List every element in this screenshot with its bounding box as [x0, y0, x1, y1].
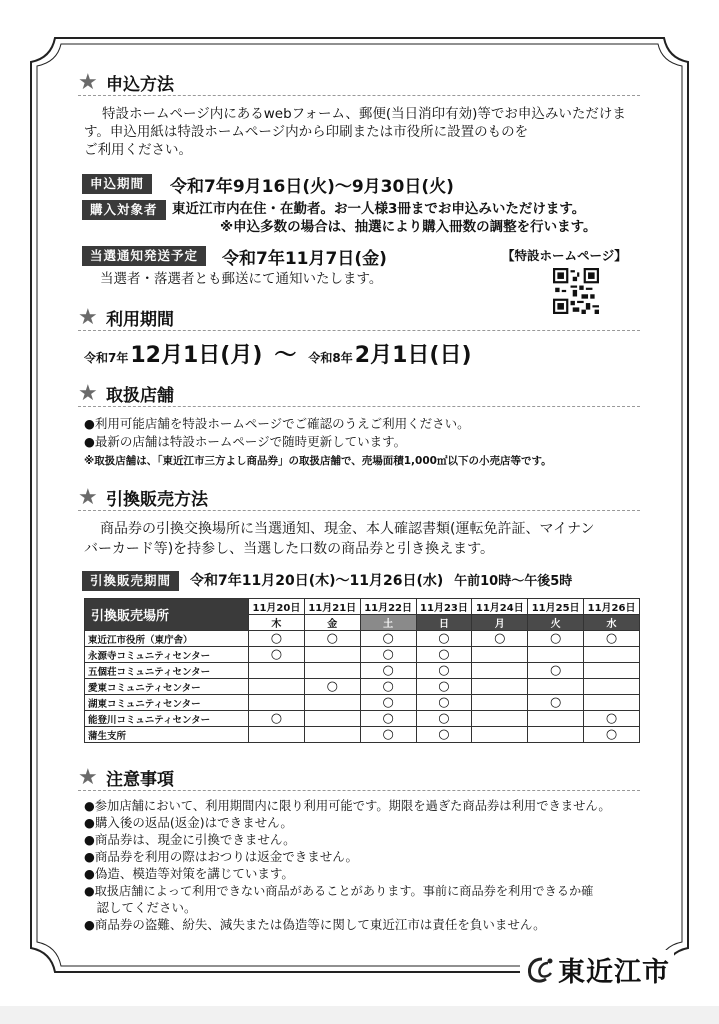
exchange-period: 令和7年11月20日(木)～11月26日(水) 午前10時～午後5時 [190, 573, 573, 589]
table-availability-mark [304, 711, 360, 727]
table-availability-mark [528, 679, 584, 695]
table-weekday: 水 [584, 615, 640, 631]
table-availability-mark: ○ [584, 711, 640, 727]
table-place-name: 東近江市役所（東庁舎） [85, 631, 249, 647]
notify-note: 当選者・落選者とも郵送にて通知いたします。 [100, 271, 383, 287]
table-availability-mark: ○ [584, 631, 640, 647]
table-row [85, 647, 640, 663]
exchange-schedule-table [84, 598, 640, 743]
table-availability-mark: ○ [584, 727, 640, 743]
stores-bullet: ●最新の店舗は特設ホームページで随時更新しています。 [84, 434, 407, 449]
table-row [85, 631, 640, 647]
table-date: 11月25日 [528, 599, 584, 615]
table-weekday: 月 [472, 615, 528, 631]
table-date: 11月23日 [416, 599, 472, 615]
table-availability-mark: ○ [360, 647, 416, 663]
table-weekday: 金 [304, 615, 360, 631]
table-availability-mark [249, 679, 305, 695]
table-availability-mark: ○ [416, 679, 472, 695]
section-heading-application: ★ 申込方法 [78, 69, 174, 95]
table-row [85, 711, 640, 727]
star-icon: ★ [78, 764, 98, 790]
table-availability-mark [584, 647, 640, 663]
table-availability-mark [584, 695, 640, 711]
exchange-period-label: 引換販売期間 [82, 571, 179, 591]
table-row [85, 679, 640, 695]
table-availability-mark [528, 647, 584, 663]
section-heading-notes: ★ 注意事項 [78, 764, 174, 790]
table-availability-mark: ○ [416, 711, 472, 727]
table-availability-mark: ○ [249, 631, 305, 647]
notify-label: 当選通知発送予定 [82, 246, 206, 266]
table-availability-mark: ○ [360, 727, 416, 743]
table-row [85, 663, 640, 679]
table-availability-mark [249, 695, 305, 711]
section-heading-stores: ★ 取扱店舗 [78, 380, 174, 406]
stores-note: ※取扱店舗は、「東近江市三方よし商品券」の取扱店舗で、売場面積1,000㎡以下の小売店等です。 [84, 455, 552, 467]
notes-item: 認してください。 [84, 900, 197, 915]
table-row [85, 695, 640, 711]
eligible-value: 東近江市内在住・在勤者。お一人様3冊までお申込みいただけます。 [172, 201, 586, 217]
table-date: 11月26日 [584, 599, 640, 615]
homepage-qr-code[interactable] [553, 268, 599, 314]
usage-period: 令和7年 12月1日(月) ～ 令和8年 2月1日(日) [84, 343, 472, 368]
city-logo [520, 950, 674, 989]
exchange-body: 商品券の引換交換場所に当選通知、現金、本人確認書類(運転免許証、マイナン [100, 521, 595, 537]
section-heading-usage: ★ 利用期間 [78, 304, 174, 330]
table-place-name: 五個荘コミュニティセンター [85, 663, 249, 679]
star-icon: ★ [78, 380, 98, 406]
notes-item: ●商品券を利用の際はおつりは返金できません。 [84, 849, 359, 864]
notes-item: ●商品券は、現金に引換できません。 [84, 832, 296, 847]
table-availability-mark [249, 727, 305, 743]
table-place-name: 愛東コミュニティセンター [85, 679, 249, 695]
table-availability-mark: ○ [416, 647, 472, 663]
star-icon: ★ [78, 484, 98, 510]
table-availability-mark: ○ [249, 711, 305, 727]
section-divider [78, 330, 640, 331]
table-availability-mark: ○ [304, 679, 360, 695]
table-availability-mark: ○ [360, 679, 416, 695]
star-icon: ★ [78, 304, 98, 330]
table-availability-mark: ○ [528, 695, 584, 711]
table-availability-mark: ○ [416, 695, 472, 711]
table-availability-mark [304, 695, 360, 711]
table-availability-mark [304, 727, 360, 743]
exchange-body: バーカード等)を持参し、当選した口数の商品券と引き換えます。 [84, 541, 495, 557]
section-heading-exchange: ★ 引換販売方法 [78, 484, 208, 510]
star-icon: ★ [78, 69, 98, 95]
homepage-label: 【特設ホームページ】 [502, 248, 627, 263]
application-body-end: ご利用ください。 [84, 142, 192, 158]
table-availability-mark: ○ [416, 663, 472, 679]
table-weekday: 日 [416, 615, 472, 631]
notes-item: ●商品券の盗難、紛失、減失または偽造等に関して東近江市は責任を負いません。 [84, 917, 546, 932]
table-row [85, 727, 640, 743]
table-availability-mark [472, 711, 528, 727]
period-label: 申込期間 [82, 174, 152, 194]
table-availability-mark: ○ [249, 647, 305, 663]
notes-item: ●取扱店舗によって利用できない商品があることがあります。事前に商品券を利用できるか確 [84, 884, 594, 898]
table-availability-mark [528, 727, 584, 743]
table-availability-mark [472, 647, 528, 663]
table-availability-mark [304, 647, 360, 663]
application-period: 令和7年9月16日(火)～9月30日(火) [170, 177, 454, 197]
table-place-name: 蒲生支所 [85, 727, 249, 743]
notes-item: ●購入後の返品(返金)はできません。 [84, 815, 293, 830]
table-date: 11月21日 [304, 599, 360, 615]
section-divider [78, 510, 640, 511]
table-date: 11月22日 [360, 599, 416, 615]
section-divider [78, 406, 640, 407]
table-place-name: 能登川コミュニティセンター [85, 711, 249, 727]
table-availability-mark: ○ [528, 631, 584, 647]
table-availability-mark: ○ [360, 711, 416, 727]
table-availability-mark: ○ [360, 695, 416, 711]
table-weekday: 木 [249, 615, 305, 631]
table-availability-mark [584, 663, 640, 679]
table-availability-mark [249, 663, 305, 679]
table-availability-mark: ○ [416, 727, 472, 743]
table-weekday: 土 [360, 615, 416, 631]
eligible-label: 購入対象者 [82, 200, 166, 220]
notes-item: ●偽造、模造等対策を講じています。 [84, 866, 294, 881]
section-divider [78, 790, 640, 791]
table-place-name: 永源寺コミュニティセンター [85, 647, 249, 663]
table-date: 11月24日 [472, 599, 528, 615]
table-availability-mark: ○ [528, 663, 584, 679]
notify-date: 令和7年11月7日(金) [222, 249, 387, 269]
table-date: 11月20日 [249, 599, 305, 615]
table-availability-mark [528, 711, 584, 727]
table-availability-mark [472, 663, 528, 679]
notes-item: ●参加店舗において、利用期間内に限り利用可能です。期限を過ぎた商品券は利用できません。 [84, 799, 611, 813]
table-weekday: 火 [528, 615, 584, 631]
table-availability-mark: ○ [416, 631, 472, 647]
schedule-rows [85, 631, 640, 743]
section-divider [78, 95, 640, 96]
eligible-note: ※申込多数の場合は、抽選により購入冊数の調整を行います。 [220, 219, 597, 235]
table-availability-mark [472, 695, 528, 711]
application-body: 特設ホームページ内にあるwebフォーム、郵便(当日消印有効)等でお申込みいただけます。申込用紙は特設ホームページ内から印刷または市役所に設置のものを [84, 106, 626, 140]
city-emblem-icon [524, 955, 556, 985]
table-availability-mark [472, 679, 528, 695]
table-header-place: 引換販売場所 [85, 599, 249, 631]
table-availability-mark [472, 727, 528, 743]
table-place-name: 湖東コミュニティセンター [85, 695, 249, 711]
table-availability-mark [584, 679, 640, 695]
table-availability-mark: ○ [360, 631, 416, 647]
table-availability-mark: ○ [304, 631, 360, 647]
table-availability-mark: ○ [472, 631, 528, 647]
table-availability-mark: ○ [360, 663, 416, 679]
city-logo-text: 東近江市 [558, 957, 670, 988]
stores-bullet: ●利用可能店舗を特設ホームページでご確認のうえご利用ください。 [84, 416, 470, 431]
table-availability-mark [304, 663, 360, 679]
